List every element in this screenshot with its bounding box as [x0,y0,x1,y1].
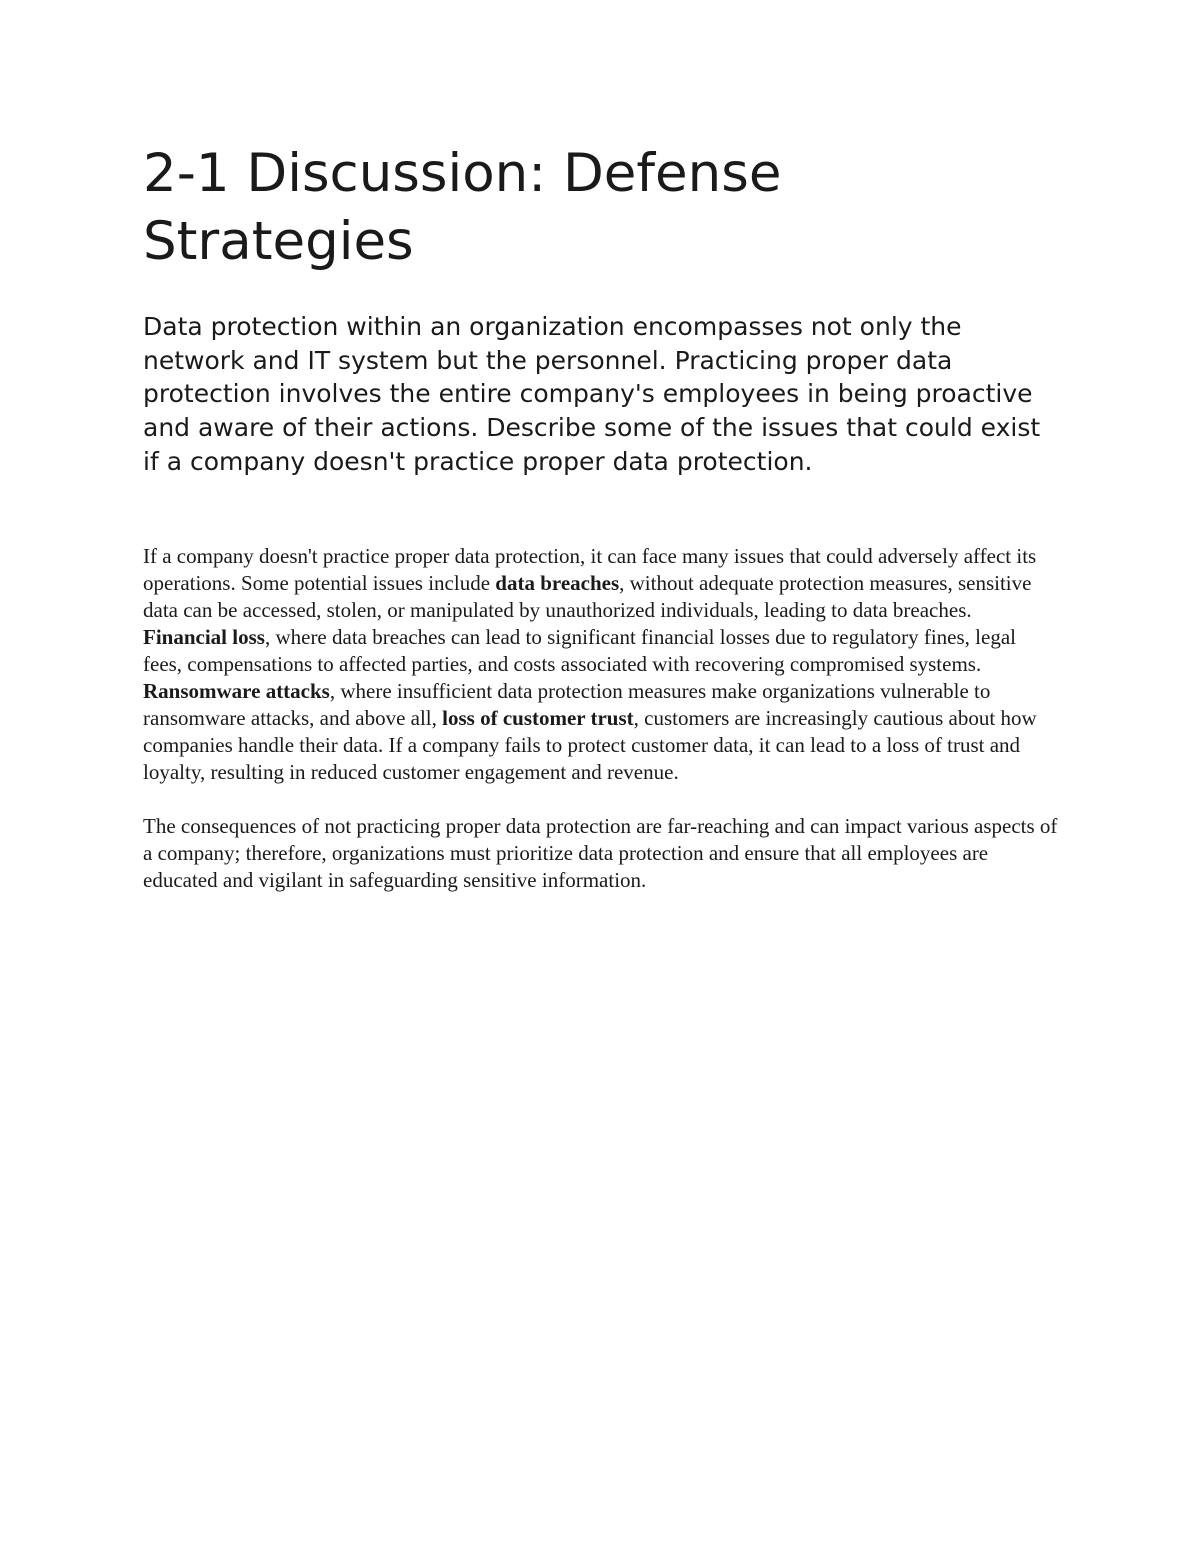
document-content [143,140,1058,894]
answer-p1-text1: , without adequate protection measures, sensitive data can be accessed, stolen, or manipulated by unauthorized individuals, leading to data breaches. [143,570,1032,622]
answer-p1-intro: If a company doesn't practice proper data protection, it can face many issues that could adversely affect its operations. Some potential issues include [143,543,1037,595]
term-loss-of-customer-trust: loss of customer trust [442,705,634,730]
document-title: 2-1 Discussion: Defense Strategies [143,143,782,272]
term-financial-loss: Financial loss [143,624,265,649]
answer-p1-text4: , customers are increasingly cautious about how companies handle their data. If a company fails to protect customer data, it can lead to a loss of trust and loyalty, resulting in reduced customer engagement and revenue. [143,705,1037,784]
term-data-breaches: data breaches [495,570,620,595]
answer-paragraph-2: The consequences of not practicing proper data protection are far-reaching and can impact various aspects of a company; therefore, organizations must prioritize data protection and ensure that all employees are educated and vigilant in safeguarding sensitive information. [143,813,1058,892]
term-ransomware-attacks: Ransomware attacks [143,678,330,703]
discussion-prompt: Data protection within an organization encompasses not only the network and IT system but the personnel. Practicing proper data protection involves the entire company's employees in being proactive and aware of their actions. Describe some of the issues that could exist if a company doesn't practice proper data protection. [143,312,1041,476]
answer-paragraph-1 [143,543,1058,786]
answer-p1-text2: , where data breaches can lead to significant financial losses due to regulatory fines, legal fees, compensations to affected parties, and costs associated with recovering compromised systems. [143,624,1016,676]
answer-p1-text3: , where insufficient data protection measures make organizations vulnerable to ransomware attacks, and above all, [143,678,991,730]
